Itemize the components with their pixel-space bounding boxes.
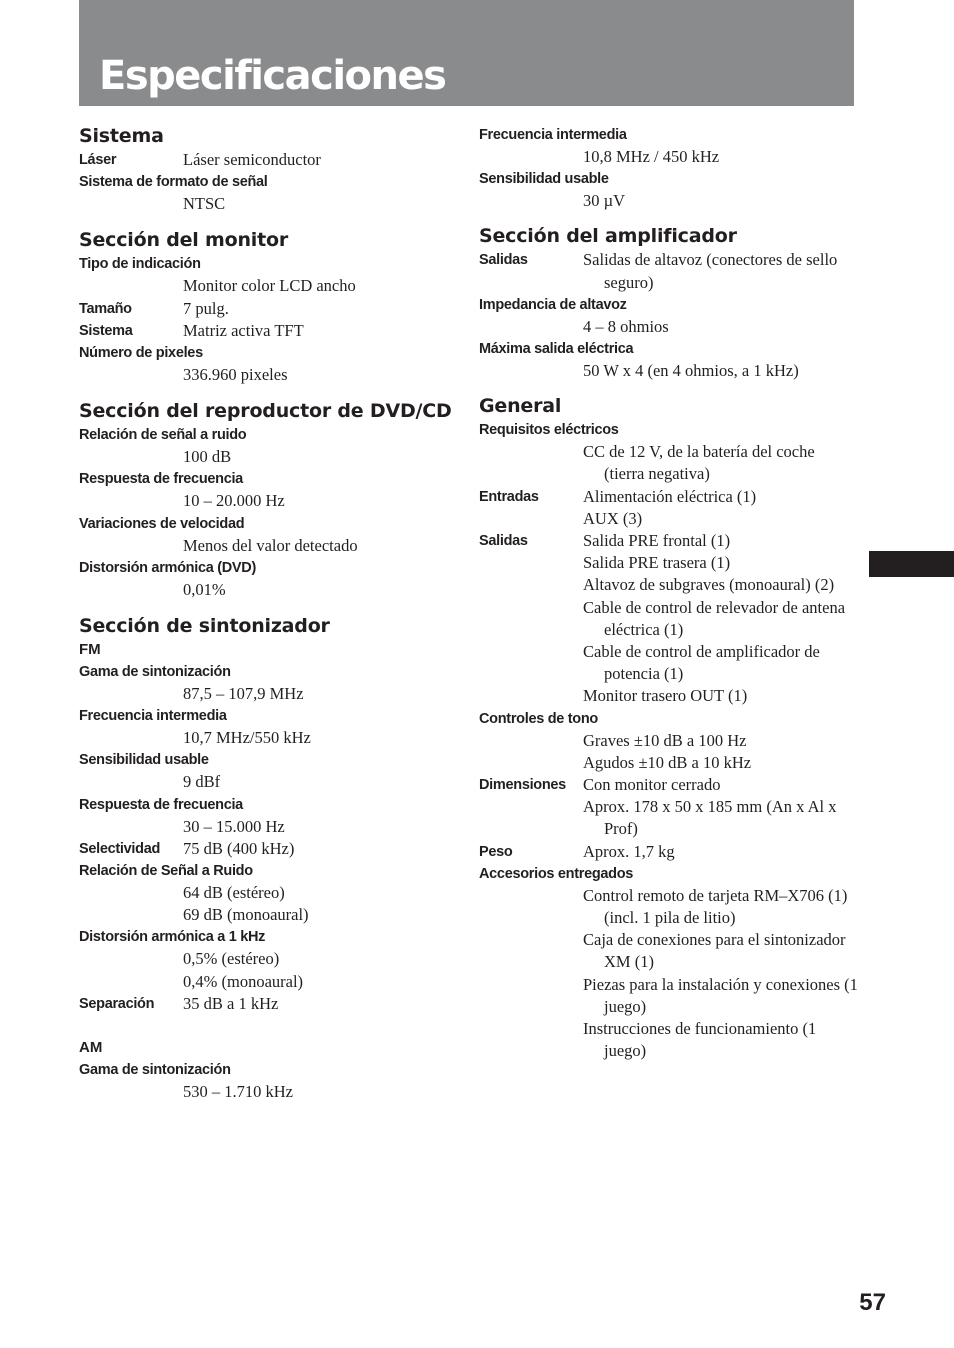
spec-row bbox=[79, 557, 459, 601]
spec-label: Separación bbox=[79, 995, 155, 1012]
spec-label: Entradas bbox=[479, 488, 539, 505]
spec-row bbox=[79, 838, 459, 860]
page-number: 57 bbox=[859, 1289, 886, 1316]
title-bar bbox=[79, 0, 854, 106]
spec-value: Salida PRE frontal (1) bbox=[583, 531, 731, 551]
spec-section bbox=[479, 224, 859, 382]
spec-label: Frecuencia intermedia bbox=[79, 708, 227, 725]
spec-values bbox=[79, 364, 459, 386]
spec-values bbox=[79, 882, 459, 926]
spec-label: Máxima salida eléctrica bbox=[479, 341, 634, 358]
spec-label: Accesorios entregados bbox=[479, 865, 634, 882]
spec-row bbox=[79, 794, 459, 838]
spec-section bbox=[79, 124, 459, 215]
spec-label: Salidas bbox=[479, 533, 528, 550]
spec-values bbox=[479, 530, 859, 708]
spec-values bbox=[79, 193, 459, 215]
spec-row bbox=[479, 486, 859, 530]
spec-label: Dimensiones bbox=[479, 777, 566, 794]
spec-value: 75 dB (400 kHz) bbox=[183, 838, 295, 858]
section-tab-marker bbox=[869, 551, 954, 577]
section-title: Sección del monitor bbox=[79, 229, 289, 252]
spec-values bbox=[79, 948, 459, 992]
spec-value: Salida PRE trasera (1) bbox=[583, 553, 731, 573]
spec-value: 87,5 – 107,9 MHz bbox=[183, 684, 304, 704]
section-title: General bbox=[479, 395, 562, 418]
spec-value: Graves ±10 dB a 100 Hz bbox=[583, 730, 747, 750]
spec-label: Sistema bbox=[79, 322, 133, 339]
spec-values bbox=[479, 146, 859, 168]
spec-row bbox=[479, 530, 859, 708]
spec-row bbox=[479, 708, 859, 774]
spec-label: Distorsión armónica (DVD) bbox=[79, 559, 257, 576]
spec-value: CC de 12 V, de la batería del coche (tierra negativa) bbox=[583, 442, 815, 484]
spec-section bbox=[479, 394, 859, 1062]
spec-label: Respuesta de frecuencia bbox=[79, 796, 243, 813]
spec-values bbox=[479, 885, 859, 1063]
spec-section bbox=[79, 228, 459, 386]
spec-label: Sistema de formato de señal bbox=[79, 174, 268, 191]
spec-value: Caja de conexiones para el sintonizador XM (1) bbox=[583, 930, 846, 972]
spec-value: Menos del valor detectado bbox=[183, 535, 358, 555]
spec-row bbox=[479, 774, 859, 841]
spec-values bbox=[79, 579, 459, 601]
spec-label: Selectividad bbox=[79, 840, 161, 857]
spec-label: Requisitos eléctricos bbox=[479, 422, 619, 439]
spec-row bbox=[479, 841, 859, 863]
spec-value: 7 pulg. bbox=[183, 298, 229, 318]
spec-section bbox=[79, 614, 459, 1103]
section-title: Sección del reproductor de DVD/CD bbox=[79, 400, 452, 423]
spec-row bbox=[79, 424, 459, 468]
spec-values bbox=[79, 683, 459, 705]
band-subtitle: AM bbox=[79, 1039, 103, 1057]
spec-row bbox=[79, 661, 459, 705]
spec-label: Variaciones de velocidad bbox=[79, 515, 245, 532]
spec-values bbox=[479, 841, 859, 863]
spec-label: Sensibilidad usable bbox=[479, 171, 609, 188]
spec-value: 10 – 20.000 Hz bbox=[183, 491, 285, 511]
spec-value: Láser semiconductor bbox=[183, 150, 321, 169]
spec-label: Relación de señal a ruido bbox=[79, 427, 247, 444]
spec-value: 10,7 MHz/550 kHz bbox=[183, 728, 311, 748]
spec-row bbox=[79, 993, 459, 1015]
spec-value: 0,01% bbox=[183, 579, 226, 599]
spec-row bbox=[479, 338, 859, 382]
spec-value: Cable de control de relevador de antena eléctrica (1) bbox=[583, 597, 846, 639]
spec-row bbox=[479, 168, 859, 212]
spec-label: Frecuencia intermedia bbox=[479, 127, 627, 143]
spec-label: Número de pixeles bbox=[79, 345, 203, 362]
spec-row bbox=[79, 253, 459, 297]
spec-value: Con monitor cerrado bbox=[583, 775, 721, 795]
spec-value: Matriz activa TFT bbox=[183, 320, 304, 340]
spec-value: 35 dB a 1 kHz bbox=[183, 993, 279, 1013]
section-title: Sistema bbox=[79, 125, 164, 147]
spec-label: Relación de Señal a Ruido bbox=[79, 863, 253, 880]
spec-row bbox=[479, 294, 859, 338]
spec-row bbox=[79, 149, 459, 171]
spec-values bbox=[79, 149, 459, 171]
spec-values bbox=[79, 490, 459, 512]
section-title: Sección del amplificador bbox=[479, 225, 737, 248]
spec-row bbox=[79, 926, 459, 992]
spec-value: AUX (3) bbox=[583, 508, 643, 528]
spec-value: Piezas para la instalación y conexiones (1 juego) bbox=[583, 974, 858, 1016]
spec-value: Agudos ±10 dB a 10 kHz bbox=[583, 752, 752, 772]
spec-label: Gama de sintonización bbox=[79, 1062, 231, 1079]
spec-label: Tipo de indicación bbox=[79, 256, 201, 273]
spec-value: Aprox. 1,7 kg bbox=[583, 841, 675, 861]
spec-values bbox=[479, 441, 859, 485]
spec-value: 0,4% (monoaural) bbox=[183, 971, 304, 991]
spec-label: Controles de tono bbox=[479, 710, 598, 727]
spec-value: Salidas de altavoz (conectores de sello seguro) bbox=[583, 250, 838, 292]
right-column bbox=[479, 124, 859, 1075]
spec-row bbox=[479, 863, 859, 1063]
spec-values bbox=[79, 727, 459, 749]
spec-label: Impedancia de altavoz bbox=[479, 296, 627, 313]
spec-value: 30 µV bbox=[583, 191, 626, 211]
spec-values bbox=[79, 275, 459, 297]
spec-label: Respuesta de frecuencia bbox=[79, 471, 243, 488]
spec-value: Monitor color LCD ancho bbox=[183, 276, 356, 296]
spec-values bbox=[479, 249, 859, 293]
spec-values bbox=[479, 730, 859, 774]
spec-value: 9 dBf bbox=[183, 772, 221, 792]
band-subtitle: FM bbox=[79, 641, 101, 659]
spec-value: Cable de control de amplificador de potencia (1) bbox=[583, 642, 820, 684]
spec-value: 10,8 MHz / 450 kHz bbox=[583, 147, 720, 166]
spec-row bbox=[79, 705, 459, 749]
section-title: Sección de sintonizador bbox=[79, 615, 330, 638]
spec-value: 336.960 pixeles bbox=[183, 365, 288, 385]
spec-section bbox=[79, 399, 459, 601]
spec-row bbox=[79, 171, 459, 215]
spec-row bbox=[79, 468, 459, 512]
spec-value: 50 W x 4 (en 4 ohmios, a 1 kHz) bbox=[583, 361, 799, 381]
spec-label: Salidas bbox=[479, 252, 528, 269]
spec-value: 64 dB (estéreo) bbox=[183, 883, 285, 903]
spec-row bbox=[79, 513, 459, 557]
spec-row bbox=[79, 860, 459, 926]
spec-values bbox=[79, 535, 459, 557]
spec-row bbox=[79, 298, 459, 320]
spec-row bbox=[479, 249, 859, 293]
spec-value: 30 – 15.000 Hz bbox=[183, 816, 285, 836]
spec-row bbox=[479, 124, 859, 168]
spec-values bbox=[479, 190, 859, 212]
spec-values bbox=[79, 446, 459, 468]
spec-value: NTSC bbox=[183, 194, 226, 214]
spec-section bbox=[479, 124, 859, 212]
spec-value: 69 dB (monoaural) bbox=[183, 905, 309, 925]
spec-value: Instrucciones de funcionamiento (1 juego) bbox=[583, 1019, 817, 1061]
spec-label: Sensibilidad usable bbox=[79, 752, 209, 769]
spec-value: Control remoto de tarjeta RM–X706 (1) (incl. 1 pila de litio) bbox=[583, 885, 848, 928]
spec-values bbox=[79, 816, 459, 838]
spec-values bbox=[79, 771, 459, 793]
spec-values bbox=[79, 1081, 459, 1103]
spec-row bbox=[79, 342, 459, 386]
spec-row bbox=[479, 419, 859, 485]
spec-row bbox=[79, 749, 459, 793]
spec-value: Alimentación eléctrica (1) bbox=[583, 486, 757, 506]
spec-label: Peso bbox=[479, 843, 513, 860]
spec-values bbox=[79, 298, 459, 320]
page-title: Especificaciones bbox=[99, 53, 446, 99]
spec-values bbox=[479, 360, 859, 382]
spec-label: Gama de sintonización bbox=[79, 664, 231, 681]
spec-row bbox=[79, 320, 459, 342]
left-column bbox=[79, 124, 459, 1116]
spec-label: Tamaño bbox=[79, 300, 132, 317]
spec-row bbox=[79, 1059, 459, 1103]
spec-value: Aprox. 178 x 50 x 185 mm (An x Al x Prof) bbox=[583, 797, 837, 839]
spec-values bbox=[479, 316, 859, 338]
spec-value: 530 – 1.710 kHz bbox=[183, 1082, 293, 1102]
spec-value: 100 dB bbox=[183, 447, 232, 467]
spec-label: Láser bbox=[79, 152, 117, 168]
spec-value: 4 – 8 ohmios bbox=[583, 316, 669, 336]
spec-value: 0,5% (estéreo) bbox=[183, 949, 280, 969]
spec-value: Monitor trasero OUT (1) bbox=[583, 686, 748, 706]
spec-values bbox=[79, 320, 459, 342]
spec-label: Distorsión armónica a 1 kHz bbox=[79, 929, 266, 946]
spec-value: Altavoz de subgraves (monoaural) (2) bbox=[583, 575, 835, 595]
